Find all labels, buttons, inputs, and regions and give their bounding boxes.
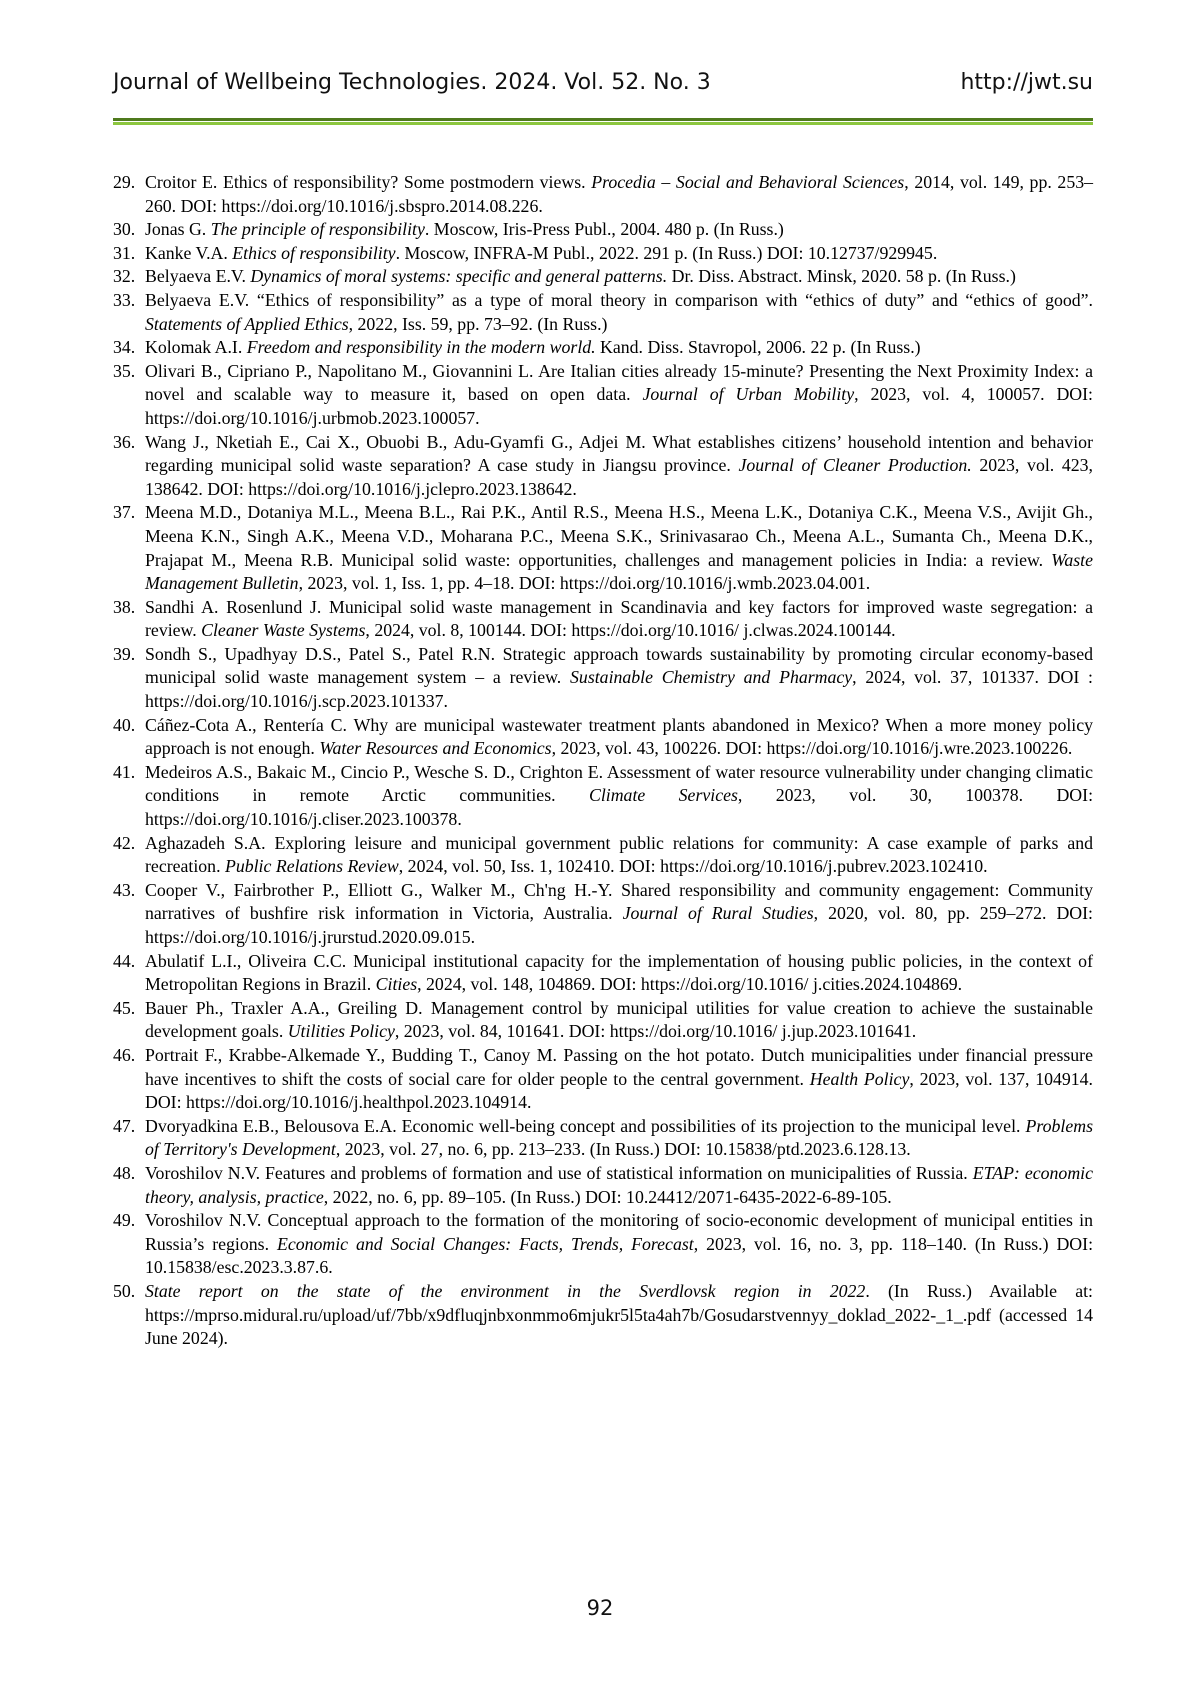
reference-text bbox=[145, 431, 1093, 502]
reference-item bbox=[113, 1044, 1093, 1115]
header-rule-light bbox=[113, 122, 1093, 125]
reference-text bbox=[145, 879, 1093, 950]
reference-source: Journal of Cleaner Production. bbox=[738, 455, 972, 476]
reference-details: , 2014, vol. 149, pp. 253–260. DOI: https://doi.org/10.1016/j.sbspro.2014.08.226. bbox=[145, 172, 1093, 216]
reference-details: , 2022, no. 6, pp. 89–105. (In Russ.) DOI: 10.24412/2071-6435-2022-6-89-105. bbox=[323, 1186, 892, 1207]
reference-text bbox=[145, 596, 1093, 643]
reference-authors-title: Cooper V., Fairbrother P., Elliott G., Walker M., Ch'ng H.-Y. Shared responsibility and community engagement: Community narratives of bushfire risk information in Victoria, Australia. bbox=[145, 879, 1093, 924]
reference-source: Waste Management Bulletin bbox=[145, 549, 1093, 594]
reference-item bbox=[113, 879, 1093, 950]
reference-item bbox=[113, 997, 1093, 1044]
reference-details: , 2024, vol. 50, Iss. 1, 102410. DOI: https://doi.org/10.1016/j.pubrev.2023.102410. bbox=[398, 856, 988, 877]
reference-source: Cleaner Waste Systems bbox=[201, 620, 366, 641]
reference-details: , 2024, vol. 37, 101337. DOI : https://doi.org/10.1016/j.scp.2023.101337. bbox=[145, 667, 1093, 712]
running-header bbox=[113, 70, 1093, 95]
reference-source: Journal of Urban Mobility bbox=[642, 384, 855, 405]
reference-details: Dr. Diss. Abstract. Minsk, 2020. 58 p. (In Russ.) bbox=[667, 266, 1016, 287]
journal-url: http://jwt.su bbox=[960, 70, 1093, 95]
reference-text bbox=[145, 1044, 1093, 1115]
reference-item bbox=[113, 832, 1093, 879]
reference-text bbox=[145, 643, 1093, 714]
reference-source: Freedom and responsibility in the modern world. bbox=[246, 337, 596, 358]
reference-item bbox=[113, 265, 1093, 289]
reference-authors-title: Medeiros A.S., Bakaic M., Cincio P., Wesche S. D., Crighton E. Assessment of water resource vulnerability under changing climatic conditions in remote Arctic communities. bbox=[145, 761, 1093, 806]
reference-source: Problems of Territory's Development bbox=[145, 1115, 1093, 1160]
page-number: 92 bbox=[586, 1596, 614, 1620]
reference-authors-title: Aghazadeh S.A. Exploring leisure and municipal government public relations for community: A case example of parks and recreation. bbox=[145, 832, 1093, 877]
reference-details: 2023, vol. 423, 138642. DOI: https://doi.org/10.1016/j.jclepro.2023.138642. bbox=[145, 455, 1094, 499]
reference-list bbox=[113, 171, 1093, 1351]
reference-authors-title: Voroshilov N.V. Features and problems of formation and use of statistical information on municipalities of Russia. bbox=[145, 1162, 973, 1183]
reference-number: 43. bbox=[113, 879, 136, 900]
reference-source: Journal of Rural Studies bbox=[622, 903, 814, 924]
reference-authors-title: Dvoryadkina E.B., Belousova E.A. Economic well-being concept and possibilities of its projection to the municipal level. bbox=[145, 1115, 1026, 1136]
reference-details: , 2023, vol. 43, 100226. DOI: https://doi.org/10.1016/j.wre.2023.100226. bbox=[551, 738, 1073, 759]
reference-source: Dynamics of moral systems: specific and general patterns. bbox=[250, 266, 668, 287]
reference-item bbox=[113, 336, 1093, 360]
reference-authors-title: Sondh S., Upadhyay D.S., Patel S., Patel R.N. Strategic approach towards sustainability by promoting circular economy-based municipal solid waste management system – a review. bbox=[145, 643, 1093, 688]
reference-item bbox=[113, 1280, 1093, 1351]
reference-details: , 2023, vol. 27, no. 6, pp. 213–233. (In Russ.) DOI: 10.15838/ptd.2023.6.128.13. bbox=[335, 1139, 911, 1160]
reference-details: . Moscow, Iris-Press Publ., 2004. 480 p. (In Russ.) bbox=[424, 219, 784, 240]
reference-number: 31. bbox=[113, 242, 136, 263]
reference-text bbox=[145, 336, 1093, 360]
reference-authors-title: Abulatif L.I., Oliveira C.C. Municipal institutional capacity for the implementation of housing public policies, in the context of Metropolitan Regions in Brazil. bbox=[145, 950, 1093, 995]
reference-item bbox=[113, 643, 1093, 714]
reference-source: Procedia – Social and Behavioral Sciences bbox=[591, 172, 905, 192]
reference-details: , 2023, vol. 30, 100378. DOI: https://doi.org/10.1016/j.cliser.2023.100378. bbox=[145, 785, 1094, 830]
reference-item bbox=[113, 501, 1093, 595]
reference-authors-title: Kanke V.A. bbox=[145, 242, 233, 263]
header-rule-dark bbox=[113, 118, 1093, 121]
reference-source: ETAP: economic theory, analysis, practice bbox=[145, 1162, 1094, 1207]
reference-authors-title: Olivari B., Cipriano P., Napolitano M., Giovannini L. Are Italian cities already 15-minute? Presenting the Next Proximity Index: a novel and scalable way to measure it, based on open data. bbox=[145, 360, 1093, 405]
reference-text bbox=[145, 997, 1093, 1044]
reference-item bbox=[113, 714, 1093, 761]
reference-source: State report on the state of the environment in the Sverdlovsk region in 2022 bbox=[145, 1280, 866, 1301]
reference-number: 38. bbox=[113, 596, 136, 617]
reference-authors-title: Sandhi A. Rosenlund J. Municipal solid waste management in Scandinavia and key factors for improved waste segregation: a review. bbox=[145, 596, 1093, 641]
reference-text bbox=[145, 360, 1093, 431]
reference-item bbox=[113, 1209, 1093, 1280]
reference-text bbox=[145, 950, 1093, 997]
reference-source: Statements of Applied Ethics bbox=[145, 313, 349, 334]
reference-text bbox=[145, 1115, 1093, 1162]
reference-text bbox=[145, 171, 1093, 218]
reference-number: 33. bbox=[113, 289, 136, 310]
reference-source: Climate Services bbox=[588, 785, 738, 806]
reference-details: Kand. Diss. Stavropol, 2006. 22 p. (In Russ.) bbox=[595, 337, 921, 358]
reference-authors-title: Belyaeva E.V. “Ethics of responsibility” as a type of moral theory in comparison with “ethics of duty” and “ethics of good”. bbox=[145, 289, 1093, 310]
reference-item bbox=[113, 242, 1093, 266]
reference-details: , 2022, Iss. 59, pp. 73–92. (In Russ.) bbox=[348, 313, 608, 334]
reference-authors-title: Belyaeva E.V. bbox=[145, 266, 251, 287]
reference-number: 44. bbox=[113, 950, 136, 971]
reference-number: 35. bbox=[113, 360, 136, 381]
reference-item bbox=[113, 218, 1093, 242]
reference-source: Ethics of responsibility bbox=[232, 242, 396, 263]
reference-item bbox=[113, 950, 1093, 997]
reference-item bbox=[113, 289, 1093, 336]
reference-details: , 2023, vol. 1, Iss. 1, pp. 4–18. DOI: https://doi.org/10.1016/j.wmb.2023.04.001. bbox=[298, 573, 871, 594]
reference-item bbox=[113, 1115, 1093, 1162]
reference-details: , 2024, vol. 8, 100144. DOI: https://doi.org/10.1016/ j.clwas.2024.100144. bbox=[365, 620, 896, 641]
reference-source: Water Resources and Economics bbox=[319, 738, 552, 759]
reference-item bbox=[113, 761, 1093, 832]
reference-number: 36. bbox=[113, 431, 136, 452]
reference-source: The principle of responsibility bbox=[210, 219, 425, 240]
reference-source: Health Policy bbox=[809, 1068, 910, 1089]
reference-source: Utilities Policy bbox=[287, 1021, 395, 1042]
reference-details: , 2023, vol. 137, 104914. DOI: https://doi.org/10.1016/j.healthpol.2023.104914. bbox=[145, 1068, 1093, 1113]
reference-details: . (In Russ.) Available at: https://mprso.midural.ru/upload/uf/7bb/x9dfluqjnbxonmmo6mjukr5l5ta4ah7b/Gosudarstvennyy_doklad_2022-_1_.pdf (accessed 14 June 2024). bbox=[145, 1280, 1093, 1349]
reference-item bbox=[113, 171, 1093, 218]
reference-text bbox=[145, 501, 1093, 595]
reference-number: 40. bbox=[113, 714, 136, 735]
reference-text bbox=[145, 1209, 1093, 1280]
reference-number: 41. bbox=[113, 761, 136, 782]
reference-number: 48. bbox=[113, 1162, 136, 1183]
reference-number: 42. bbox=[113, 832, 136, 853]
reference-number: 50. bbox=[113, 1280, 136, 1301]
reference-number: 47. bbox=[113, 1115, 136, 1136]
reference-text bbox=[145, 761, 1093, 832]
reference-source: Public Relations Review bbox=[224, 856, 399, 877]
reference-number: 37. bbox=[113, 502, 136, 523]
reference-number: 46. bbox=[113, 1044, 136, 1065]
reference-item bbox=[113, 431, 1093, 502]
reference-authors-title: Kolomak A.I. bbox=[145, 337, 247, 358]
reference-text bbox=[145, 242, 1093, 266]
reference-source: Economic and Social Changes: Facts, Trends, Forecast bbox=[276, 1233, 694, 1254]
reference-text bbox=[145, 714, 1093, 761]
reference-number: 34. bbox=[113, 337, 136, 358]
reference-number: 39. bbox=[113, 643, 136, 664]
reference-number: 30. bbox=[113, 219, 136, 240]
reference-item bbox=[113, 1162, 1093, 1209]
journal-title: Journal of Wellbeing Technologies. 2024. Vol. 52. No. 3 bbox=[113, 70, 711, 95]
reference-text bbox=[145, 289, 1093, 336]
reference-authors-title: Croitor E. Ethics of responsibility? Some postmodern views. bbox=[145, 172, 592, 192]
reference-item bbox=[113, 360, 1093, 431]
reference-details: . Moscow, INFRA-M Publ., 2022. 291 p. (In Russ.) DOI: 10.12737/929945. bbox=[395, 242, 938, 263]
reference-source: Sustainable Chemistry and Pharmacy bbox=[570, 667, 853, 688]
reference-details: , 2023, vol. 84, 101641. DOI: https://doi.org/10.1016/ j.jup.2023.101641. bbox=[394, 1021, 917, 1042]
reference-details: , 2023, vol. 16, no. 3, pp. 118–140. (In Russ.) DOI: 10.15838/esc.2023.3.87.6. bbox=[145, 1233, 1094, 1278]
reference-source: Cities bbox=[375, 974, 418, 995]
reference-details: , 2024, vol. 148, 104869. DOI: https://doi.org/10.1016/ j.cities.2024.104869. bbox=[417, 974, 963, 995]
reference-authors-title: Cáñez-Cota A., Rentería C. Why are municipal wastewater treatment plants abandoned in Mexico? When a more money policy approach is not enough. bbox=[145, 714, 1093, 759]
reference-text bbox=[145, 265, 1093, 289]
reference-text bbox=[145, 1280, 1093, 1351]
reference-number: 32. bbox=[113, 266, 136, 287]
reference-number: 29. bbox=[113, 172, 136, 192]
reference-item bbox=[113, 596, 1093, 643]
reference-text bbox=[145, 218, 1093, 242]
reference-text bbox=[145, 1162, 1093, 1209]
reference-number: 49. bbox=[113, 1210, 136, 1231]
reference-authors-title: Jonas G. bbox=[145, 219, 211, 240]
reference-details: , 2020, vol. 80, pp. 259–272. DOI: https://doi.org/10.1016/j.jrurstud.2020.09.015. bbox=[145, 903, 1093, 947]
reference-authors-title: Portrait F., Krabbe-Alkemade Y., Budding T., Canoy M. Passing on the hot potato. Dutch municipalities under financial pressure have incentives to shift the costs of social care for older people to the central government. bbox=[145, 1044, 1093, 1089]
reference-number: 45. bbox=[113, 997, 136, 1018]
reference-authors-title: Meena M.D., Dotaniya M.L., Meena B.L., Rai P.K., Antil R.S., Meena H.S., Meena L.K., Dotaniya C.K., Meena V.S., Avijit Gh., Meena K.N., Singh A.K., Meena V.D., Moharana P.C., Meena S.K., Srinivasarao Ch., Meena A.L., Sumanta Ch., Meena D.K., Prajapat M., Meena R.B. Municipal solid waste: opportunities, challenges and management policies in India: a review. bbox=[145, 502, 1093, 570]
reference-text bbox=[145, 832, 1093, 879]
reference-authors-title: Bauer Ph., Traxler A.A., Greiling D. Management control by municipal utilities for value creation to achieve the sustainable development goals. bbox=[145, 997, 1093, 1042]
reference-authors-title: Voroshilov N.V. Conceptual approach to the formation of the monitoring of socio-economic development of municipal entities in Russia’s regions. bbox=[145, 1210, 1093, 1254]
reference-details: , 2023, vol. 4, 100057. DOI: https://doi.org/10.1016/j.urbmob.2023.100057. bbox=[145, 384, 1093, 428]
reference-authors-title: Wang J., Nketiah E., Cai X., Obuobi B., Adu-Gyamfi G., Adjei M. What establishes citizens’ household intention and behavior regarding municipal solid waste separation? A case study in Jiangsu province. bbox=[145, 431, 1093, 476]
